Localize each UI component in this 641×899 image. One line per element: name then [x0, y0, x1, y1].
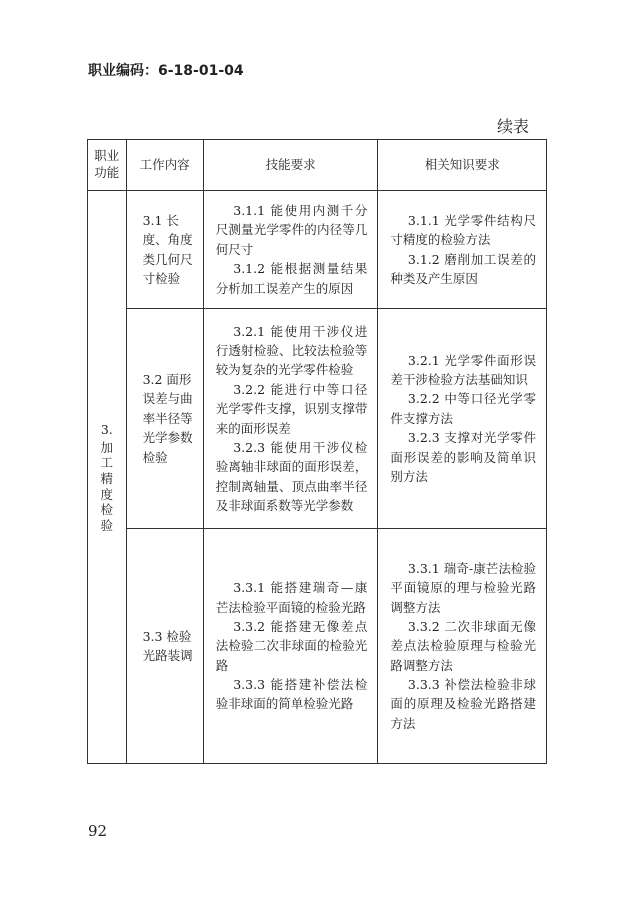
skill-item: 3.3.2 能搭建无像差点法检验二次非球面的检验光路 — [215, 618, 368, 673]
function-cell — [88, 191, 127, 764]
skill-item: 3.2.1 能使用干涉仪进行透射检验、比较法检验等较为复杂的光学零件检验 — [215, 323, 368, 378]
knowledge-item: 3.3.2 二次非球面无像差点法检验原理与检验光路调整方法 — [390, 618, 536, 673]
skill-cell — [203, 191, 378, 309]
knowledge-item: 3.2.2 中等口径光学零件支撑方法 — [390, 391, 536, 426]
knowledge-item: 3.2.1 光学零件面形误差干涉检验方法基础知识 — [390, 352, 536, 388]
header-skill: 技能要求 — [203, 140, 378, 191]
skill-item: 3.3.1 能搭建瑞奇—康芒法检验平面镜的检验光路 — [215, 580, 368, 615]
knowledge-cell — [378, 529, 547, 764]
table-header-row — [88, 140, 547, 191]
table-row — [88, 309, 547, 529]
work-content-cell: 3.3 检验光路装调 — [126, 529, 203, 764]
work-content-cell: 3.2 面形误差与曲率半径等光学参数检验 — [126, 309, 203, 529]
header-knowledge: 相关知识要求 — [378, 140, 547, 191]
skill-item: 3.3.3 能搭建补偿法检验非球面的简单检验光路 — [215, 677, 368, 712]
knowledge-cell — [378, 191, 547, 309]
skill-cell — [203, 309, 378, 529]
function-name: 加工精度检验 — [100, 439, 114, 533]
skill-item: 3.2.3 能使用干涉仪检验离轴非球面的面形误差，控制离轴量、顶点曲率半径及非球面系数等光学参数 — [215, 439, 368, 513]
header-work-content: 工作内容 — [126, 140, 203, 191]
function-number: 3. — [100, 422, 113, 438]
knowledge-item: 3.3.3 补偿法检验非球面的原理及检验光路搭建方法 — [390, 677, 536, 731]
knowledge-item: 3.1.1 光学零件结构尺寸精度的检验方法 — [390, 212, 536, 248]
knowledge-item: 3.3.1 瑞奇-康芒法检验平面镜原的理与检验光路调整方法 — [390, 560, 536, 615]
skill-item: 3.1.2 能根据测量结果分析加工误差产生的原因 — [215, 261, 368, 296]
work-content-cell: 3.1 长度、角度类几何尺寸检验 — [126, 191, 203, 309]
occupation-code: 职业编码：6-18-01-04 — [88, 63, 244, 79]
page-number: 92 — [88, 822, 108, 840]
skill-item: 3.1.1 能使用内测千分尺测量光学零件的内径等几何尺寸 — [215, 203, 368, 257]
knowledge-item: 3.1.2 磨削加工误差的种类及产生原因 — [390, 251, 536, 286]
knowledge-cell — [378, 309, 547, 529]
table-row — [88, 529, 547, 764]
continued-label: 续表 — [496, 117, 529, 136]
skill-item: 3.2.2 能进行中等口径光学零件支撑，识别支撑带来的面形误差 — [215, 381, 368, 436]
knowledge-item: 3.2.3 支撑对光学零件面形误差的影响及简单识别方法 — [390, 430, 536, 484]
header-function: 职业功能 — [88, 140, 127, 191]
table-row — [88, 191, 547, 309]
skill-cell — [203, 529, 378, 764]
occupation-standard-table — [87, 139, 547, 764]
